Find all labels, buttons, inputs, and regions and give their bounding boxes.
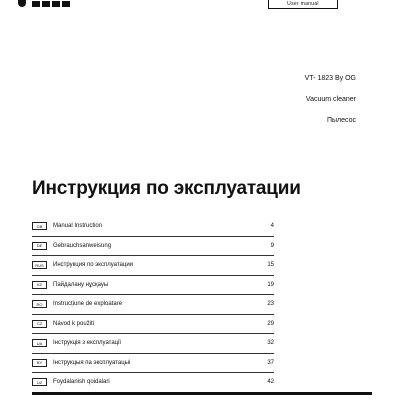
toc-label: Пайдалану нұсқауы bbox=[53, 281, 109, 288]
toc-page-number: 32 bbox=[267, 340, 274, 347]
brand-logo bbox=[18, 0, 88, 7]
language-flag-icon: RUS bbox=[32, 261, 47, 269]
language-flag-icon: UZ bbox=[32, 378, 47, 386]
toc-page-number: 19 bbox=[267, 281, 274, 288]
toc-label: Інструкцыя па эксплуатацыі bbox=[53, 359, 131, 366]
toc-label: Manual Instruction bbox=[53, 223, 103, 230]
toc-page-number: 29 bbox=[267, 320, 274, 327]
toc-page-number: 42 bbox=[267, 379, 274, 386]
language-flag-icon: RO bbox=[32, 300, 47, 308]
product-type-en: Vacuum cleaner bbox=[305, 96, 356, 103]
language-flag-icon: CZ bbox=[32, 320, 47, 328]
page-title: Инструкция по эксплуатации bbox=[32, 178, 301, 199]
language-flag-icon: DE bbox=[32, 242, 47, 250]
toc-page-number: 4 bbox=[270, 223, 274, 230]
toc-row[interactable] bbox=[32, 334, 274, 354]
toc-page-number: 9 bbox=[270, 242, 274, 249]
toc-row[interactable] bbox=[32, 276, 274, 296]
product-info bbox=[236, 74, 356, 137]
language-flag-icon: UA bbox=[32, 339, 47, 347]
manual-badge: User manual bbox=[268, 0, 338, 9]
toc-page-number: 37 bbox=[267, 359, 274, 366]
toc-row[interactable] bbox=[32, 217, 274, 237]
toc-label: Návod k použití bbox=[53, 320, 95, 327]
toc-page-number: 15 bbox=[267, 262, 274, 269]
toc-label: Foydalanish qoidalari bbox=[53, 379, 110, 386]
language-flag-icon: BY bbox=[32, 359, 47, 367]
toc-page-number: 23 bbox=[267, 301, 274, 308]
product-model: VT- 1823 By OG bbox=[304, 75, 356, 82]
toc-label: Інструкція з експлуатації bbox=[53, 340, 122, 347]
toc-label: Gebrauchsanweisung bbox=[53, 242, 112, 249]
toc-row[interactable] bbox=[32, 295, 274, 315]
toc-row[interactable] bbox=[32, 256, 274, 276]
language-flag-icon: KZ bbox=[32, 281, 47, 289]
toc-label: Instrucțiune de exploatare bbox=[53, 301, 123, 308]
language-flag-icon: GB bbox=[32, 222, 47, 230]
toc-row[interactable] bbox=[32, 315, 274, 335]
bottom-divider bbox=[32, 392, 372, 395]
toc-row[interactable] bbox=[32, 354, 274, 374]
product-type-ru: Пылесос bbox=[326, 117, 356, 124]
table-of-contents bbox=[32, 217, 274, 393]
toc-row[interactable] bbox=[32, 237, 274, 257]
toc-label: Инструкция по эксплуатации bbox=[53, 262, 134, 269]
toc-row[interactable] bbox=[32, 373, 274, 393]
brand-mark-icon bbox=[18, 0, 26, 7]
